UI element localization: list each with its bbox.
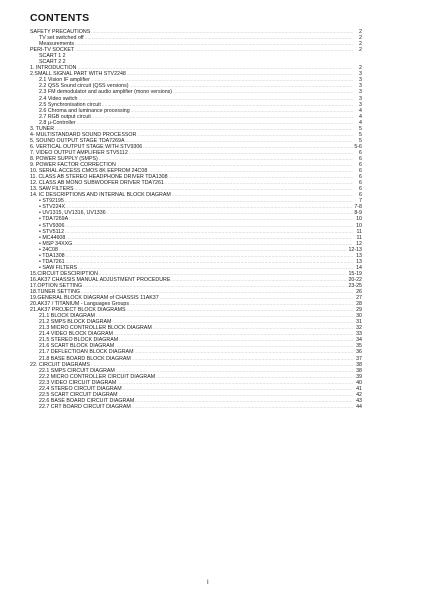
- toc-entry-page: 20-22: [348, 276, 362, 283]
- toc-entry-label: SCART 1 2: [39, 53, 66, 60]
- toc-entry-page: 7-8: [354, 204, 362, 211]
- toc-entry-label: 22.2 MICRO CONTROLLER CIRCUIT DIAGRAM: [39, 373, 156, 380]
- toc-entry-page: 12-13: [348, 246, 362, 253]
- toc-entry-page: 6: [359, 149, 362, 156]
- toc-entry: [30, 404, 362, 410]
- toc-entry-page: 3: [359, 95, 362, 102]
- toc-entry-label: 22.6 BASE BOARD CIRCUIT DIAGRAM: [39, 397, 135, 404]
- toc-entry-label: • 24C08: [39, 246, 58, 253]
- toc-entry-page: 3: [359, 71, 362, 78]
- toc-entry-label: 21.AK37 PROJECT BLOCK DIAGRAMS: [30, 307, 126, 314]
- toc-entry-label: 22.5 SCART CIRCUIT DIAGRAM: [39, 391, 118, 398]
- toc-entry-label: 18.TUNER SETTING: [30, 289, 81, 296]
- toc-entry: [30, 47, 362, 53]
- toc-entry-page: 12: [356, 240, 362, 247]
- toc-entry-page: 10: [356, 222, 362, 229]
- toc-entry-label: 21.7 DEFLECTIOAN BLOCK DIAGRAM: [39, 349, 134, 356]
- toc-entry-page: 40: [356, 379, 362, 386]
- toc-entry-page: 3: [359, 101, 362, 108]
- toc-entry-label: 22.7 CRT BOARD CIRCUIT DIAGRAM: [39, 403, 131, 410]
- toc-entry-page: 13: [356, 258, 362, 265]
- toc-entry-page: 2: [359, 65, 362, 72]
- toc-entry-page: 14: [356, 264, 362, 271]
- toc-entry-label: 21.3 MICRO CONTROLLER BLOCK DIAGRAM: [39, 325, 152, 332]
- toc-entry-page: 37: [356, 355, 362, 362]
- toc-entry-label: Measurements: [39, 41, 75, 48]
- toc-entry-page: 27: [356, 295, 362, 302]
- toc-entry-label: 2.3 FM demodulator and audio amplifier (mono versions): [39, 89, 173, 96]
- toc-entry-page: 35: [356, 343, 362, 350]
- toc-entry-label: 13. SAW FILTERS: [30, 186, 74, 193]
- toc-entry-label: • TDA1308: [39, 252, 65, 259]
- toc-entry-page: 15-19: [348, 270, 362, 277]
- toc-entry-page: 7: [359, 198, 362, 205]
- toc-entry-page: 10: [356, 216, 362, 223]
- toc-leader-dots: [75, 47, 353, 53]
- toc-entry-label: • STV224X: [39, 204, 65, 211]
- toc-entry-page: 29: [356, 307, 362, 314]
- toc-entry-page: 33: [356, 331, 362, 338]
- toc-entry-label: • TDA7261: [39, 258, 65, 265]
- toc-entry-label: • STV9306: [39, 222, 65, 229]
- toc-entry-label: 20.AK37 / TITANIUM - Languages Groups: [30, 301, 130, 308]
- toc-entry-label: 17.OPTION SETTING: [30, 282, 83, 289]
- toc-entry-page: 4: [359, 113, 362, 120]
- toc-entry-label: • MSP 34XXG: [39, 240, 73, 247]
- toc-entry-label: 22.4 STEREO CIRCUIT DIAGRAM: [39, 385, 122, 392]
- toc-entry-label: SAFETY PRECAUTIONS: [30, 29, 91, 35]
- toc-entry-page: 3: [359, 77, 362, 84]
- toc-entry-label: 2.6 Chroma and luminance processing: [39, 107, 130, 114]
- page-title: CONTENTS: [30, 12, 90, 24]
- toc-entry-page: 41: [356, 385, 362, 392]
- toc-entry-page: 5: [359, 125, 362, 132]
- toc-entry-page: 6: [359, 192, 362, 199]
- toc-entry-page: 3: [359, 83, 362, 90]
- toc-entry-label: 12. CLASS AB MONO SUBWOOFER DRIVER TDA7261: [30, 180, 164, 187]
- toc-entry-label: 2.1 Vision IF amplifier: [39, 77, 90, 84]
- toc-entry-page: 23-25: [348, 282, 362, 289]
- toc-entry-page: 2: [359, 41, 362, 48]
- toc-entry-page: 6: [359, 168, 362, 175]
- toc-entry-page: 5: [359, 131, 362, 138]
- page-number: I: [207, 580, 209, 586]
- toc-entry-label: 21.5 STEREO BLOCK DIAGRAM: [39, 337, 119, 344]
- toc-entry-label: • ST92195: [39, 198, 64, 205]
- toc-entry-label: PERI-TV SOCKET: [30, 47, 75, 54]
- toc-entry-page: 32: [356, 325, 362, 332]
- toc-entry-page: 39: [356, 373, 362, 380]
- toc-entry-label: • TDA7269A: [39, 216, 69, 223]
- toc-entry-label: 21.4 VIDEO BLOCK DIAGRAM: [39, 331, 113, 338]
- toc-entry-label: 22.3 VIDEO CIRCUIT DIAGRAM: [39, 379, 117, 386]
- toc-entry-page: 6: [359, 162, 362, 169]
- toc-entry-page: 38: [356, 367, 362, 374]
- table-of-contents: [30, 29, 362, 410]
- toc-entry-label: 5. SOUND OUTPUT STAGE TDA7269A: [30, 137, 125, 144]
- toc-entry-label: 2.5 Synchronisation circuit: [39, 101, 101, 108]
- toc-entry-page: 30: [356, 313, 362, 320]
- toc-entry-page: 43: [356, 397, 362, 404]
- toc-entry-page: 3: [359, 89, 362, 96]
- toc-entry-label: • STV5112: [39, 228, 65, 235]
- toc-entry-label: 3. TUNER: [30, 125, 55, 132]
- toc-entry-page: 44: [356, 403, 362, 410]
- toc-leader-dots: [132, 404, 353, 410]
- toc-entry-page: 42: [356, 391, 362, 398]
- toc-entry-page: 26: [356, 289, 362, 296]
- toc-entry-label: 1. INTRODUCTION: [30, 65, 77, 72]
- toc-entry-page: 2: [359, 47, 362, 54]
- toc-entry-label: 16.AK37 CHASSIS MANUAL ADJUSTMENT PROCEDURE: [30, 276, 171, 283]
- toc-entry-label: 4- MULTISTANDARD SOUND PROCESSOR: [30, 131, 137, 138]
- toc-entry-label: 22.1 SMPS CIRCUIT DIAGRAM: [39, 367, 115, 374]
- toc-entry-page: 6: [359, 180, 362, 187]
- toc-entry-page: 13: [356, 252, 362, 259]
- toc-entry-label: TV set switched off: [39, 35, 84, 42]
- toc-entry-label: 2.SMALL SIGNAL PART WITH STV2248: [30, 71, 126, 78]
- toc-entry-page: 5-6: [354, 143, 362, 150]
- toc-entry-page: 4: [359, 107, 362, 114]
- toc-entry-label: 15.CIRCUIT DESCIRIPTION: [30, 270, 98, 277]
- toc-entry-label: • SAW FILTERS: [39, 264, 78, 271]
- toc-entry-page: 34: [356, 337, 362, 344]
- toc-entry-label: 2.8 µ-Controller: [39, 119, 76, 126]
- toc-entry-page: 6: [359, 155, 362, 162]
- toc-entry-label: • UV1315, UV1316, UV1336: [39, 210, 106, 217]
- toc-entry-page: 8-9: [354, 210, 362, 217]
- toc-entry-label: 21.8 BASE BOARD BLOCK DIAGRAM: [39, 355, 131, 362]
- toc-entry-label: • MC44608: [39, 234, 66, 241]
- toc-entry-label: 7. VIDEO OUTPUT AMPLIFIER STV5112: [30, 149, 128, 156]
- toc-entry-page: 2: [359, 35, 362, 42]
- toc-entry-page: 31: [356, 319, 362, 326]
- toc-entry-label: 21.6 SCART BLOCK DIAGRAM: [39, 343, 115, 350]
- toc-entry-label: 11. CLASS AB STEREO HEADPHONE DRIVER TDA1308: [30, 174, 168, 181]
- toc-entry-label: 19.GENERAL BLOCK DIAGRAM of CHASSIS 11AK37: [30, 295, 159, 302]
- toc-entry-label: 22. CIRCUIT DIAGRAMS: [30, 361, 90, 368]
- toc-entry-label: 21.2 SMPS BLOCK DIAGRAM: [39, 319, 112, 326]
- toc-entry-page: 11: [356, 228, 362, 235]
- toc-entry-page: 6: [359, 174, 362, 181]
- toc-entry-page: 5: [359, 137, 362, 144]
- toc-entry-page: 6: [359, 186, 362, 193]
- toc-entry-page: 11: [356, 234, 362, 241]
- toc-entry-page: 4: [359, 119, 362, 126]
- toc-entry-page: 36: [356, 349, 362, 356]
- toc-entry-page: 38: [356, 361, 362, 368]
- toc-entry-label: 2.2 QSS Sound circuit (QSS versions): [39, 83, 129, 90]
- toc-entry-label: SCART 2 2: [39, 59, 66, 66]
- toc-entry-label: 21.1 BLOCK DIAGRAM: [39, 313, 95, 320]
- toc-entry-page: 2: [359, 29, 362, 35]
- toc-entry-label: 9. POWER FACTOR CORRECTION: [30, 162, 116, 169]
- toc-entry-label: 2.7 RGB output circuit: [39, 113, 91, 120]
- toc-entry-label: 14. IC DESCRIPTIONS AND INTERNAL BLOCK DIAGRAM: [30, 192, 171, 199]
- toc-entry-label: 6. VERTICAL OUTPUT STAGE WITH STV9306: [30, 143, 143, 150]
- toc-entry-page: 28: [356, 301, 362, 308]
- toc-entry-label: 2.4 Video switch: [39, 95, 78, 102]
- toc-entry-label: 10. SERIAL ACCESS CMOS 8K EEPROM 24C08: [30, 168, 148, 175]
- toc-entry-label: 8. POWER SUPPLY (SMPS): [30, 155, 98, 162]
